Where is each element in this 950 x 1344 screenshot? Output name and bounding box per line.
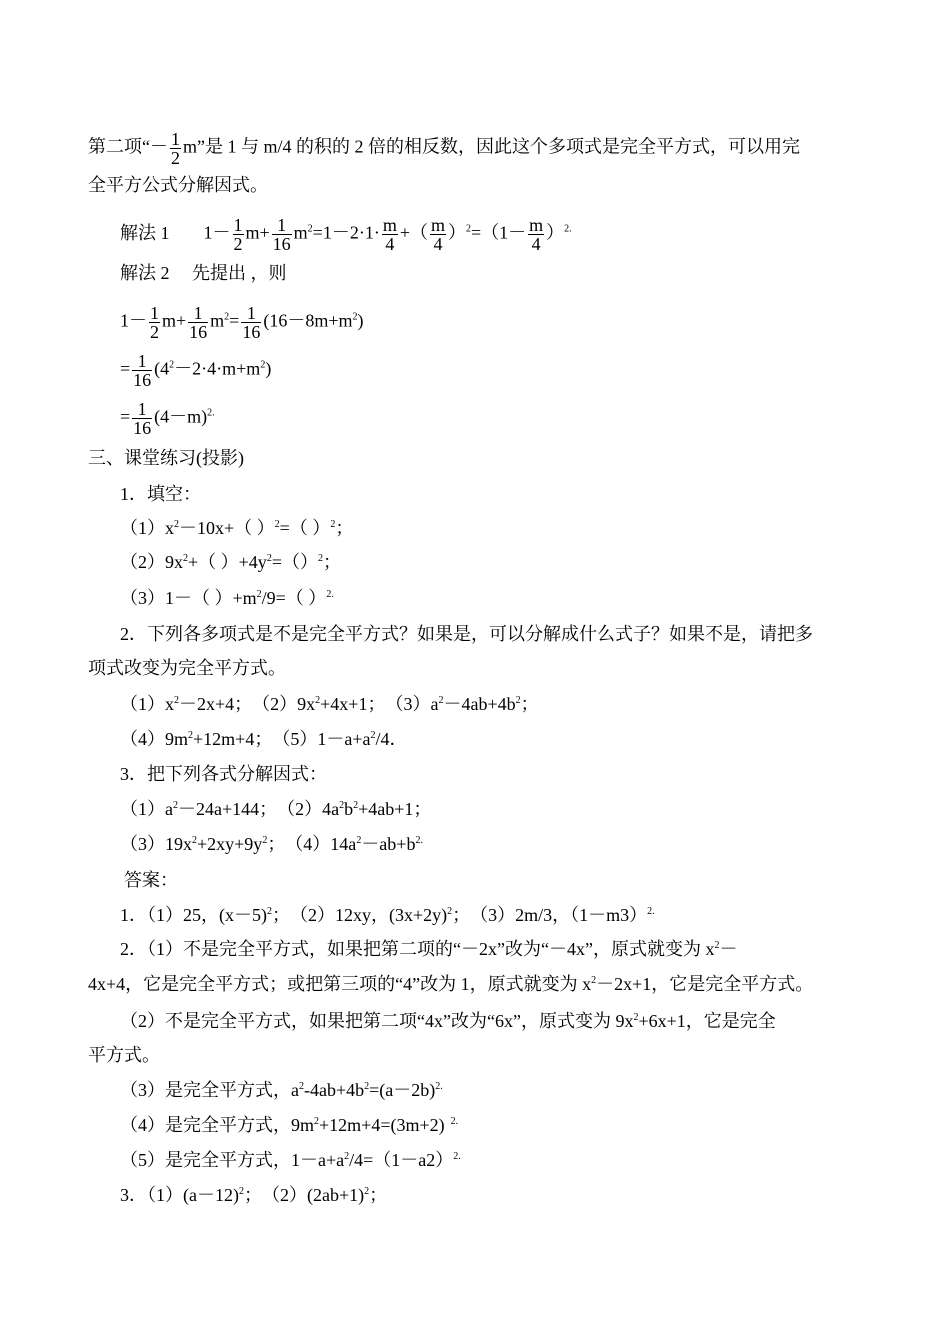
fraction: $\frac{m}{4}$: [382, 215, 397, 254]
answers-title: 答案：: [124, 870, 178, 890]
fraction: $\frac{1}{2}$: [171, 129, 180, 168]
section-heading: 三、课堂练习(投影): [88, 448, 244, 468]
intro-line-1: [88, 130, 800, 167]
answer-2-3: （3）是完全平方式，$a^2-4ab+4b^2=(a-2b)^{2.}$: [120, 1080, 443, 1100]
answer-2-line-2: 4x+4，它是完全平方式；或把第三项的“4”改为 1，原式就变为 $x^2-2x+1$，它是完全平方式。: [88, 974, 814, 994]
fraction: $\frac{1}{16}$: [133, 399, 152, 438]
q3-row-1: $(1)a^2-24a+144$； $(2)4a^2b^2+4ab+1$；: [120, 799, 432, 819]
method2-step3: = $\frac{1}{16}$ $(4-m)^{2.}$: [120, 399, 215, 438]
answer-2-2-line-1: （2）不是完全平方式，如果把第二项“4x”改为“6x”，原式变为 $9x^2+6x+1$，它是完全: [120, 1011, 776, 1031]
fraction: $\frac{1}{16}$: [272, 215, 291, 254]
q3-row-2: $(3)19x^2+2xy+9y^2$； $(4)14a^2-ab+b^{2.}$: [120, 834, 423, 854]
method2-label: 解法 2 先提出 ，则: [120, 263, 287, 283]
intro-line-2: 全平方公式分解因式。: [88, 175, 268, 195]
fraction: $\frac{1}{16}$: [133, 351, 152, 390]
answer-2-5: （5）是完全平方式，$1-a+a^2/4=(1-a2)^{2.}$: [120, 1150, 461, 1170]
answer-1: 1．（1）25，$(x-5)^2$； （2）12xy，$(3x+2y)^2$； （3）2m/3，$(1-m3)^{2.}$: [120, 905, 655, 925]
method2-step2: = $\frac{1}{16}$ $(4^2-2\cdot 4\cdot m+m^2)$: [120, 351, 272, 390]
q2-line-1: 2．下列各多项式是不是完全平方式？如果是，可以分解成什么式子？如果不是，请把多: [120, 624, 813, 644]
q1-item-3: （3）1－（ ）$+m^2/9=$（ ）$^{2.}$: [120, 588, 334, 608]
method2-step1: 1－ $\frac{1}{2}$ m+ $\frac{1}{16}$ $m^2=$ $\frac{1}{16}$ $(16-8m+m^2)$: [120, 303, 364, 342]
q2-line-2: 项式改变为完全平方式。: [88, 658, 286, 678]
q2-row-2: $(4)9m^2+12m+4$； $(5)1-a+a^2/4$．: [120, 729, 408, 749]
answer-2-4: （4）是完全平方式，$9m^2+12m+4=(3m+2)$ $^{2.}$: [120, 1115, 459, 1135]
q1-title: 1．填空：: [120, 484, 201, 504]
fraction: $\frac{1}{2}$: [233, 215, 243, 254]
q2-row-1: $(1)x^2-2x+4$； $(2)9x^2+4x+1$； $(3)a^2-4ab+4b^2$；: [120, 694, 539, 714]
q1-item-1: $(1)x^2-10x+$（ ）$^2$=（ ）$^2$；: [120, 518, 354, 538]
fraction: $\frac{1}{2}$: [150, 303, 159, 342]
q1-item-2: $(2)9x^2+$（ ）$+4y^2=()^2$；: [120, 552, 341, 572]
fraction: $\frac{1}{16}$: [242, 303, 261, 342]
method1-line: 解法 1 1－ $\frac{1}{2}$ m+ $\frac{1}{16}$ $m^2=1-2\cdot 1\cdot$ $\frac{m}{4}$ +（ $\frac{m}{4}$ ）$^2$=（1－ $\frac{m}{4}$ ）$^{2.}$: [120, 215, 572, 254]
intro-prefix: 第二项“－: [88, 136, 168, 157]
answer-2-line-1: 2．（1）不是完全平方式，如果把第二项的“－2x”改为“－4x”，原式就变为 $x^2-$: [120, 939, 738, 959]
answer-2-2-line-2: 平方式。: [88, 1045, 160, 1065]
intro-suffix: m”是 1 与 m/4 的积的 2 倍的相反数，因此这个多项式是完全平方式，可以用完: [183, 136, 800, 157]
fraction: $\frac{1}{16}$: [189, 303, 208, 342]
fraction: $\frac{m}{4}$: [430, 215, 445, 254]
fraction: $\frac{m}{4}$: [529, 215, 544, 254]
q3-title: 3．把下列各式分解因式：: [120, 764, 327, 784]
answer-3: 3．$(1)(a-12)^2$； $(2)(2ab+1)^2$；: [120, 1185, 388, 1205]
